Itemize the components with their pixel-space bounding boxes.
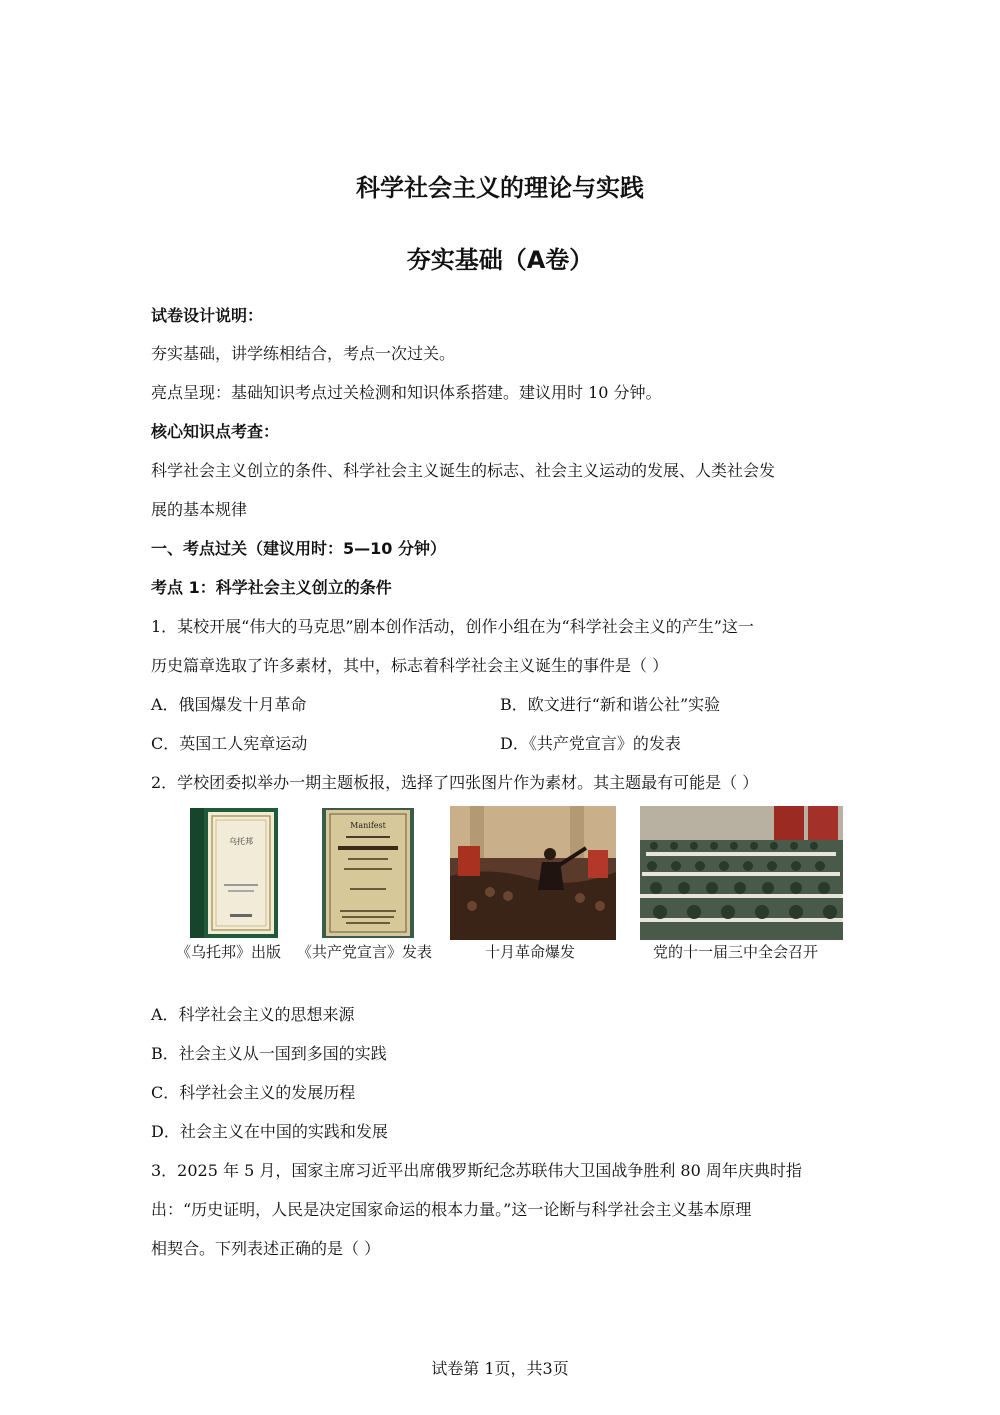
manifesto-image <box>320 806 416 940</box>
manifesto-cover-title: Manifest <box>350 821 386 830</box>
point-heading: 考点 1：科学社会主义创立的条件 <box>151 578 392 597</box>
caption-manifesto: 《共产党宣言》发表 <box>297 943 433 961</box>
question-3-stem-line-1: 3．2025 年 5 月，国家主席习近平出席俄罗斯纪念苏联伟大卫国战争胜利 80 周年庆典时指 <box>151 1161 802 1180</box>
caption-plenary-session: 党的十一届三中全会召开 <box>653 943 819 961</box>
october-revolution-image <box>450 806 616 940</box>
question-3-stem-line-3: 相契合。下列表述正确的是（ ） <box>151 1239 381 1258</box>
caption-october-revolution: 十月革命爆发 <box>485 943 576 961</box>
plenary-session-image <box>640 806 843 940</box>
question-1-option-b: B．欧文进行“新和谐公社”实验 <box>500 695 721 714</box>
question-1-option-c: C．英国工人宪章运动 <box>151 734 308 753</box>
question-3-stem-line-2: 出：“历史证明，人民是决定国家命运的根本力量。”这一论断与科学社会主义基本原理 <box>151 1200 752 1219</box>
utopia-book-image <box>186 806 282 940</box>
core-heading: 核心知识点考查： <box>151 422 280 441</box>
question-2-option-b: B．社会主义从一国到多国的实践 <box>151 1044 387 1063</box>
question-1-option-d: D．《共产党宣言》的发表 <box>500 734 681 753</box>
document-subtitle: 夯实基础（A卷） <box>406 246 594 274</box>
core-line-1: 科学社会主义创立的条件、科学社会主义诞生的标志、社会主义运动的发展、人类社会发 <box>151 461 776 480</box>
question-2-stem: 2．学校团委拟举办一期主题板报，选择了四张图片作为素材。其主题最有可能是（ ） <box>151 773 759 792</box>
caption-utopia: 《乌托邦》出版 <box>176 943 282 961</box>
document-title: 科学社会主义的理论与实践 <box>356 174 644 202</box>
core-line-2: 展的基本规律 <box>151 500 248 519</box>
question-2-option-c: C．科学社会主义的发展历程 <box>151 1083 356 1102</box>
design-line-1: 夯实基础，讲学练相结合，考点一次过关。 <box>151 344 456 363</box>
utopia-cover-title: 乌托邦 <box>229 837 253 846</box>
question-2-option-a: A．科学社会主义的思想来源 <box>151 1005 355 1024</box>
question-2-option-d: D．社会主义在中国的实践和发展 <box>151 1122 388 1141</box>
page-footer: 试卷第 1页，共3页 <box>431 1359 569 1378</box>
question-1-stem-line-2: 历史篇章选取了许多素材，其中，标志着科学社会主义诞生的事件是（ ） <box>151 656 669 675</box>
section-heading: 一、考点过关（建议用时：5—10 分钟） <box>151 539 446 558</box>
question-1-option-a: A．俄国爆发十月革命 <box>151 695 307 714</box>
design-heading: 试卷设计说明： <box>151 306 264 325</box>
question-1-stem-line-1: 1．某校开展“伟大的马克思”剧本创作活动，创作小组在为“科学社会主义的产生”这一 <box>151 617 754 636</box>
design-line-2: 亮点呈现：基础知识考点过关检测和知识体系搭建。建议用时 10 分钟。 <box>151 383 662 402</box>
